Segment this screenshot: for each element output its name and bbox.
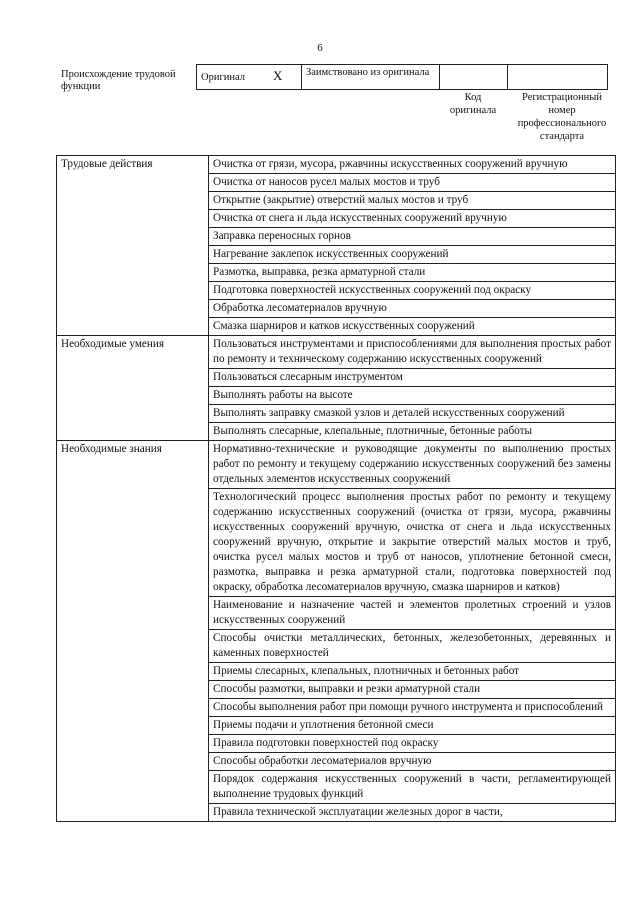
section-item: Правила технической эксплуатации железных дорог в части, — [209, 804, 616, 822]
section-item: Выполнять работы на высоте — [209, 387, 616, 405]
table-row — [57, 336, 616, 369]
section-title: Трудовые действия — [57, 156, 209, 336]
section-item: Смазка шарниров и катков искусственных сооружений — [209, 318, 616, 336]
origin-table — [196, 64, 608, 90]
section-item: Открытие (закрытие) отверстий малых мостов и труб — [209, 192, 616, 210]
section-item: Нормативно-технические и руководящие документы по выполнению простых работ по ремонту и текущему содержанию искусственных сооружений без замены отдельных элементов искусственных сооружений — [209, 441, 616, 489]
section-item: Выполнять заправку смазкой узлов и деталей искусственных сооружений — [209, 405, 616, 423]
section-item: Нагревание заклепок искусственных сооружений — [209, 246, 616, 264]
code-label: Код оригинала — [449, 92, 497, 116]
origin-label: Происхождение трудовой функции — [61, 69, 176, 92]
section-item: Способы очистки металлических, бетонных, железобетонных, деревянных и каменных поверхностей — [209, 630, 616, 663]
borrowed-label: Заимствовано из оригинала — [302, 65, 440, 90]
section-item: Подготовка поверхностей искусственных сооружений под окраску — [209, 282, 616, 300]
original-label: Оригинал — [201, 71, 245, 83]
section-item: Пользоваться инструментами и приспособлениями для выполнения простых работ по ремонту и техническому содержанию искусственных сооружений — [209, 336, 616, 369]
page-number: 6 — [317, 42, 323, 54]
section-title: Необходимые знания — [57, 441, 209, 822]
section-item: Правила подготовки поверхностей под окраску — [209, 735, 616, 753]
table-row — [57, 441, 616, 489]
section-item: Очистка от грязи, мусора, ржавчины искусственных сооружений вручную — [209, 156, 616, 174]
section-item: Наименование и назначение частей и элементов пролетных строений и узлов искусственных сооружений — [209, 597, 616, 630]
section-item: Способы обработки лесоматериалов вручную — [209, 753, 616, 771]
section-item: Размотка, выправка, резка арматурной стали — [209, 264, 616, 282]
original-mark: X — [273, 68, 283, 83]
section-item: Способы размотки, выправки и резки арматурной стали — [209, 681, 616, 699]
page-cut — [56, 860, 616, 905]
reg-label: Регистрационный номер профессионального стандарта — [517, 92, 607, 142]
code-cell — [440, 65, 508, 90]
table-row — [57, 156, 616, 174]
section-item: Пользоваться слесарным инструментом — [209, 369, 616, 387]
section-item: Очистка от снега и льда искусственных сооружений вручную — [209, 210, 616, 228]
section-item: Заправка переносных горнов — [209, 228, 616, 246]
section-item: Очистка от наносов русел малых мостов и труб — [209, 174, 616, 192]
section-item: Технологический процесс выполнения простых работ по ремонту и текущему содержанию искусственных сооружений (очистка от грязи, мусора, ржавчины искусственных сооружений вручную, очистка от снега и льда искусственных сооружений вручную, открытие и закрытие отверстий малых мостов и труб, очистка русел малых мостов и труб от наносов, уплотнение бетонной смеси, размотка, выправка и резка арматурной стали, подготовка поверхностей под окраску, обработка лесоматериалов вручную, смазка шарниров и катков) — [209, 489, 616, 597]
section-item: Приемы подачи и уплотнения бетонной смеси — [209, 717, 616, 735]
reg-number-cell — [508, 65, 608, 90]
function-table — [56, 155, 616, 822]
section-item: Способы выполнения работ при помощи ручного инструмента и приспособлений — [209, 699, 616, 717]
original-cell — [197, 65, 302, 90]
section-item: Обработка лесоматериалов вручную — [209, 300, 616, 318]
section-item: Порядок содержания искусственных сооружений в части, регламентирующей выполнение трудовых функций — [209, 771, 616, 804]
section-title: Необходимые умения — [57, 336, 209, 441]
section-item: Выполнять слесарные, клепальные, плотничные, бетонные работы — [209, 423, 616, 441]
section-item: Приемы слесарных, клепальных, плотничных и бетонных работ — [209, 663, 616, 681]
